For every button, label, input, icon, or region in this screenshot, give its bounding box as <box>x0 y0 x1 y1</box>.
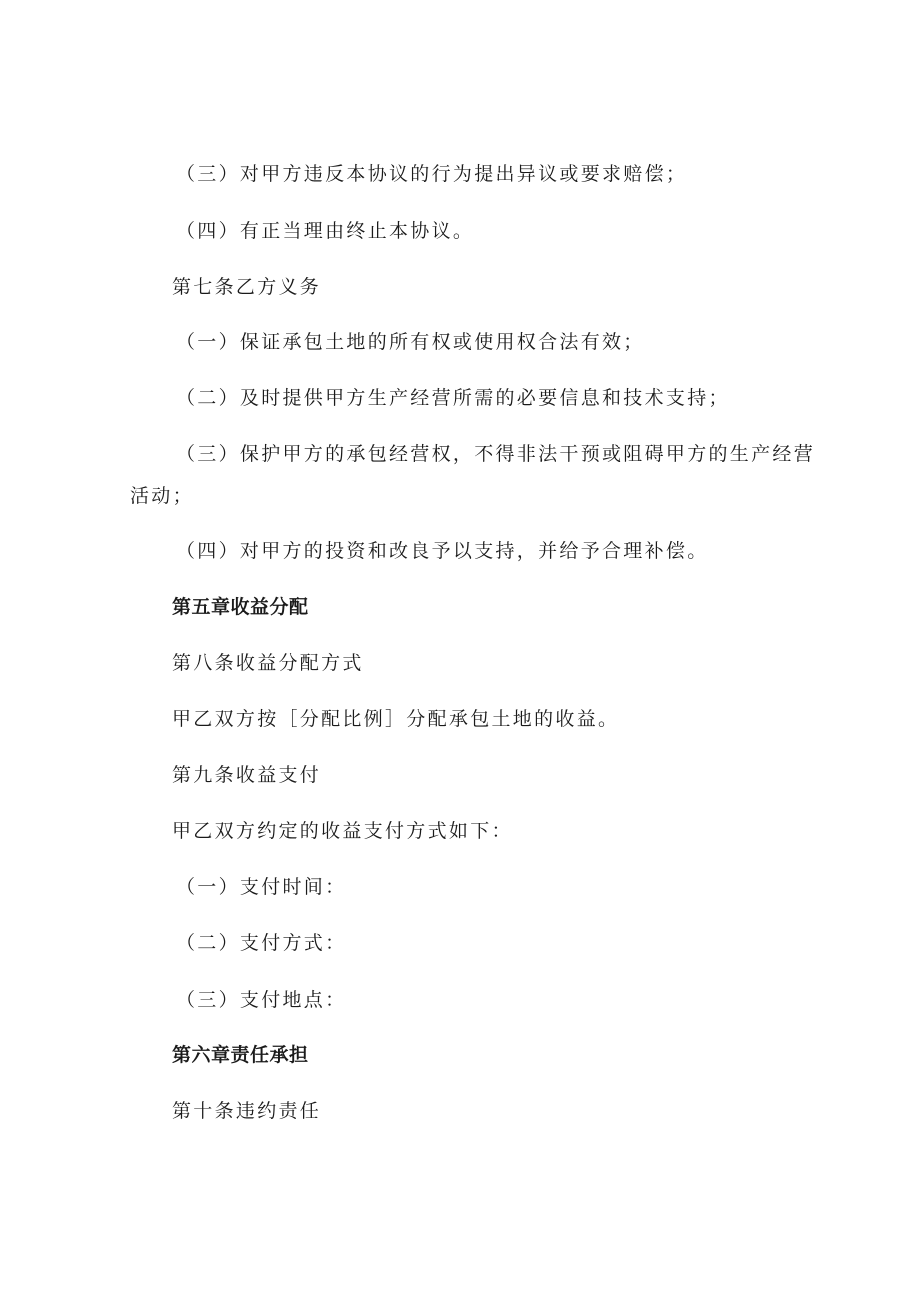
clause-item-4b: （四）对甲方的投资和改良予以支持，并给予合理补偿。 <box>176 540 709 562</box>
payment-method: （二）支付方式： <box>176 932 347 954</box>
article-7-title: 第七条乙方义务 <box>172 276 322 298</box>
clause-item-4: （四）有正当理由终止本协议。 <box>176 220 475 242</box>
clause-item-3: （三）对甲方违反本协议的行为提出异议或要求赔偿； <box>176 163 688 185</box>
clause-item-1: （一）保证承包土地的所有权或使用权合法有效； <box>176 331 645 353</box>
payment-place: （三）支付地点： <box>176 989 347 1011</box>
payment-time: （一）支付时间： <box>176 876 347 898</box>
clause-item-3b: （三）保护甲方的承包经营权，不得非法干预或阻碍甲方的生产经营 <box>176 443 816 465</box>
clause-item-2: （二）及时提供甲方生产经营所需的必要信息和技术支持； <box>176 387 730 409</box>
chapter-6-heading: 第六章责任承担 <box>172 1044 309 1066</box>
article-9-body: 甲乙双方约定的收益支付方式如下： <box>172 820 513 842</box>
article-8-title: 第八条收益分配方式 <box>172 652 364 674</box>
clause-item-3b-continued: 活动； <box>130 485 194 507</box>
article-8-body: 甲乙双方按［分配比例］分配承包土地的收益。 <box>172 708 620 730</box>
article-9-title: 第九条收益支付 <box>172 764 322 786</box>
chapter-5-heading: 第五章收益分配 <box>172 596 309 618</box>
article-10-title: 第十条违约责任 <box>172 1100 322 1122</box>
